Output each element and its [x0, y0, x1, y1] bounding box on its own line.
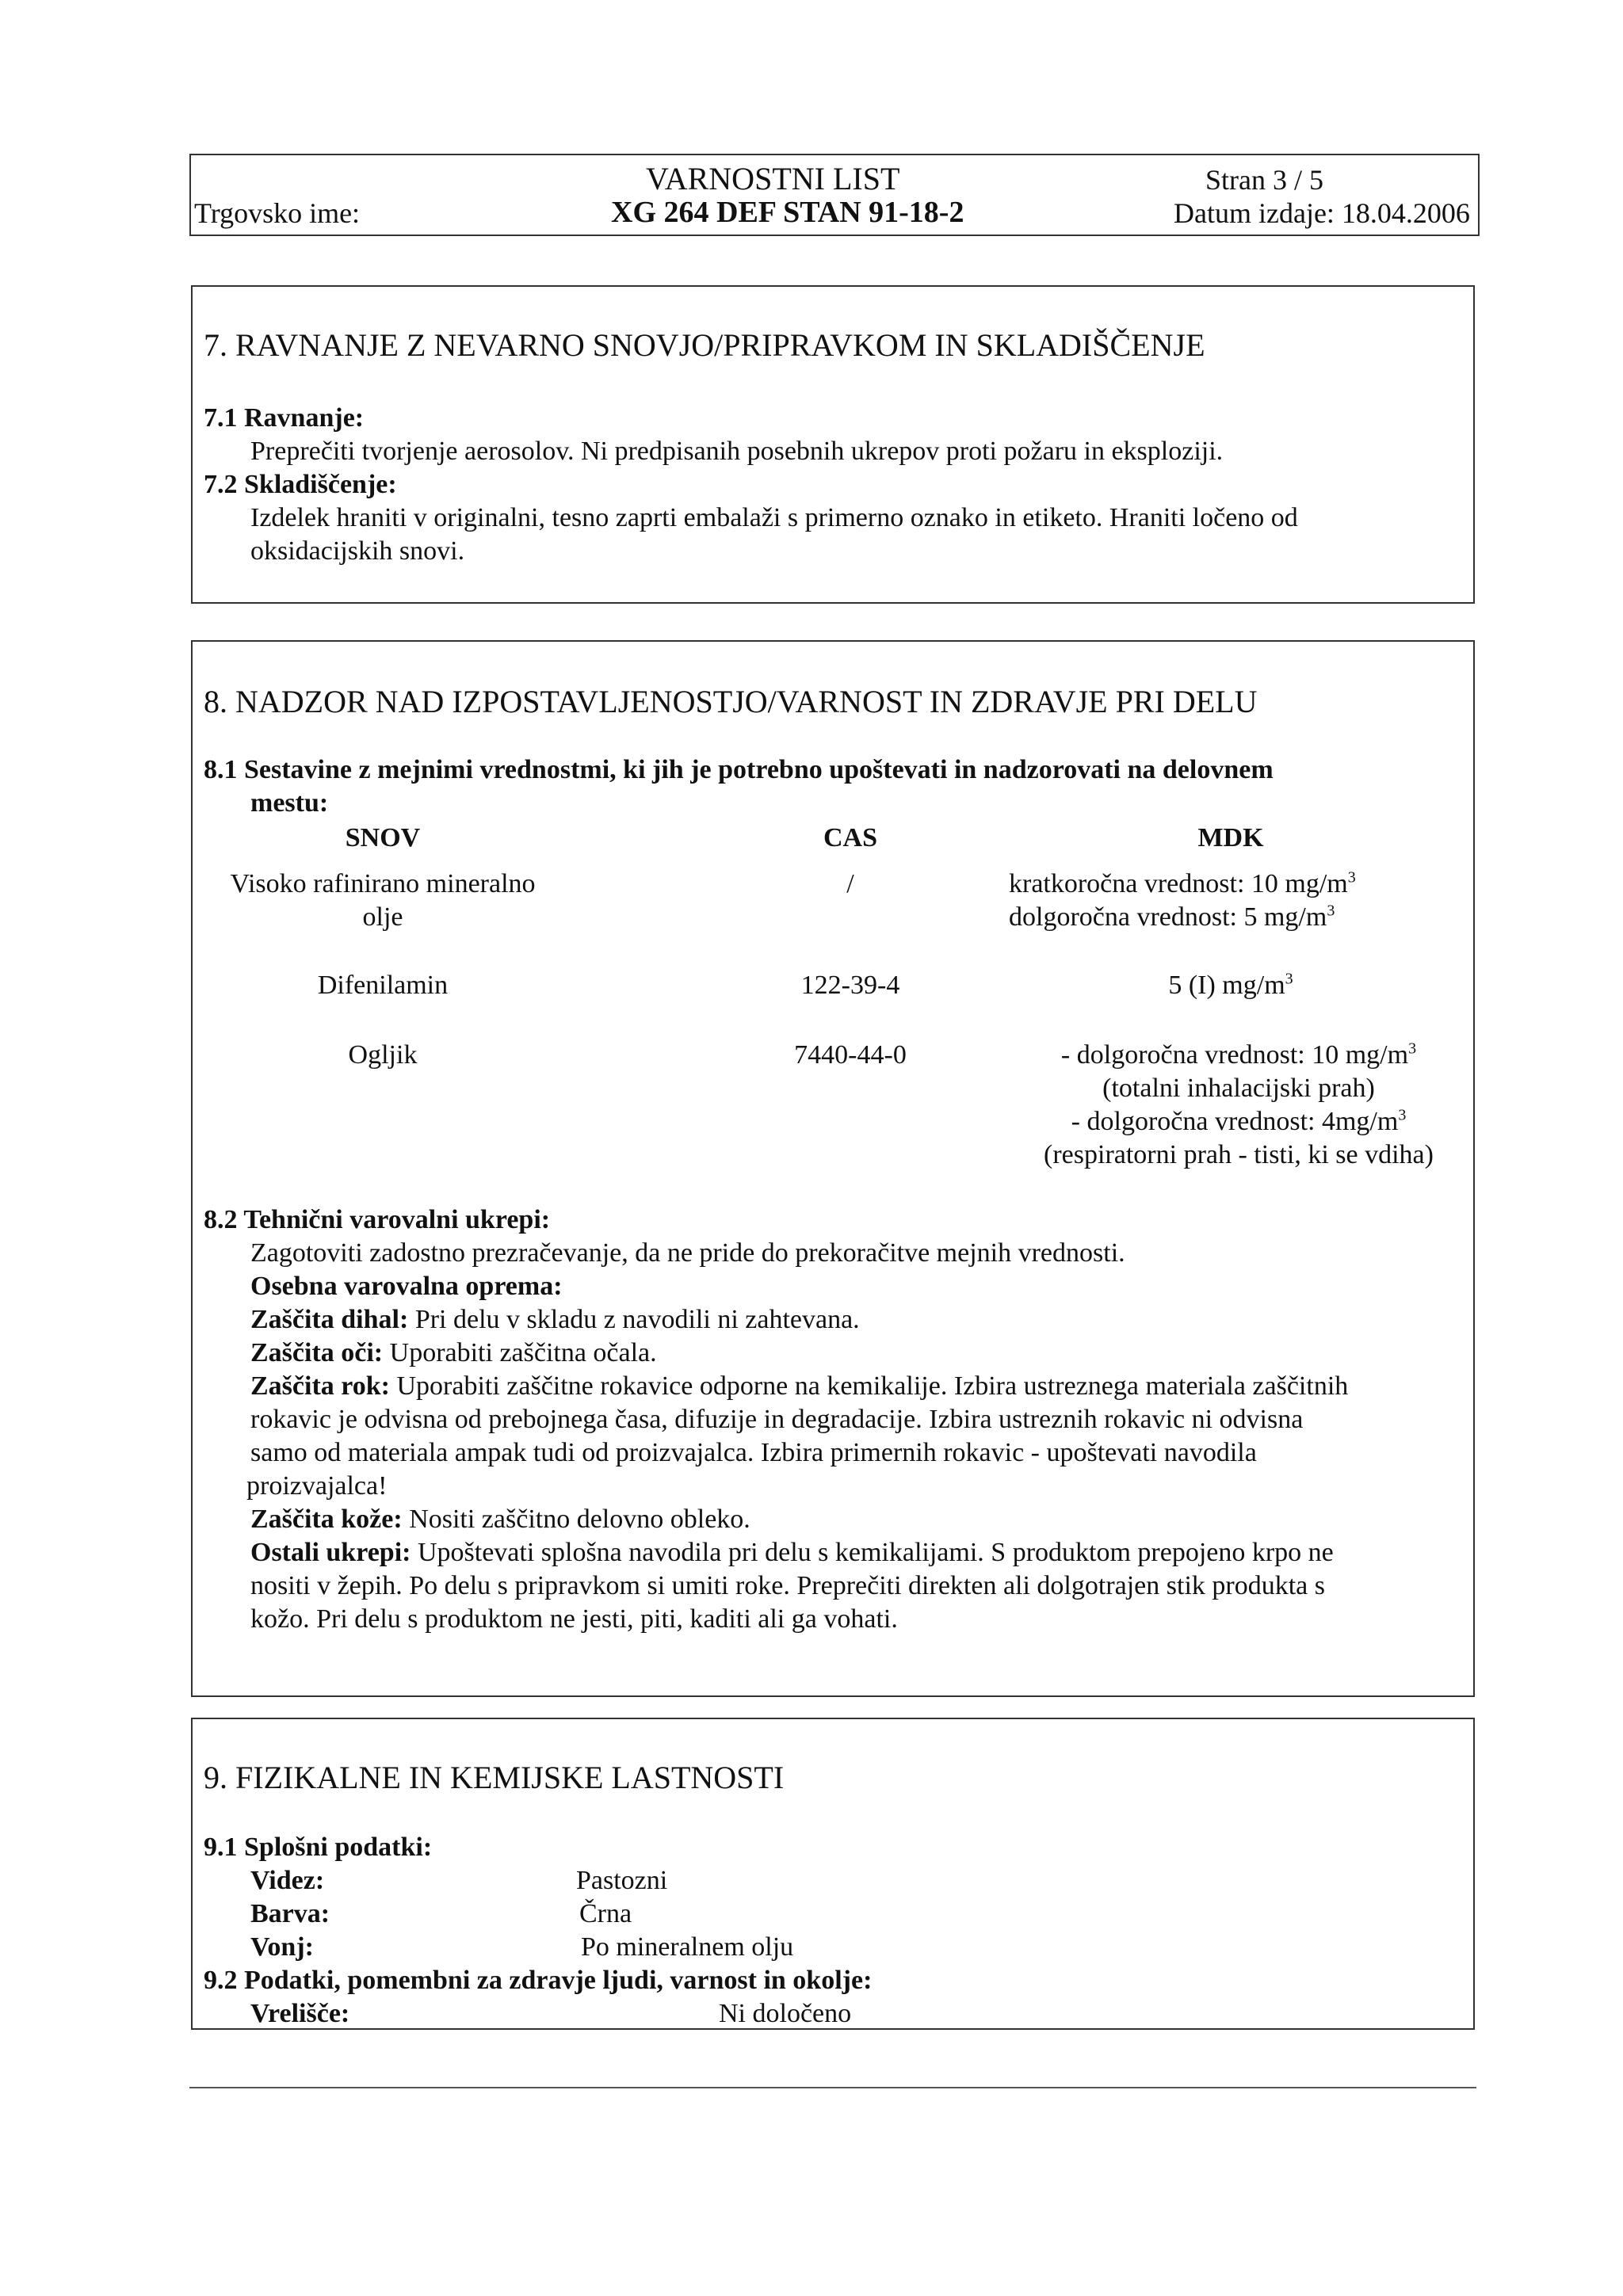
section-8-1-heading: 8.1 Sestavine z mejnimi vrednostmi, ki jih je potrebno upoštevati in nadzorovati na delovnem	[204, 755, 1274, 784]
column-header-mdk: MDK	[1197, 823, 1264, 852]
section-7-1-text: Preprečiti tvorjenje aerosolov. Ni predpisanih posebnih ukrepov proti požaru in eksploziji.	[250, 437, 1224, 466]
hand-protection-cont: rokavic je odvisna od prebojnega časa, difuzije in degradacije. Izbira ustreznih rokavic ni odvisna	[250, 1405, 1304, 1434]
color-label: Barva:	[250, 1899, 330, 1928]
section-7	[191, 285, 1475, 604]
boiling-point-label: Vrelišče:	[250, 1999, 350, 2028]
hand-protection-cont: samo od materiala ampak tudi od proizvajalca. Izbira primernih rokavic - upoštevati navodila	[250, 1438, 1257, 1467]
section-8-title: 8. NADZOR NAD IZPOSTAVLJENOSTJO/VARNOST IN ZDRAVJE PRI DELU	[204, 684, 1258, 719]
other-measures-cont: nositi v žepih. Po delu s pripravkom si umiti roke. Preprečiti direkten ali dolgotrajen stik produkta s	[250, 1571, 1325, 1600]
section-8-2-text: Zagotoviti zadostno prezračevanje, da ne pride do prekoračitve mejnih vrednosti.	[250, 1238, 1125, 1268]
section-7-2-line: oksidacijskih snovi.	[250, 536, 465, 566]
section-8	[191, 640, 1475, 1697]
table-cell-snov: Visoko rafinirano mineralno	[230, 869, 536, 898]
section-9-title: 9. FIZIKALNE IN KEMIJSKE LASTNOSTI	[204, 1760, 785, 1795]
table-cell-mdk: - dolgoročna vrednost: 10 $mg/m^3$	[1060, 1039, 1417, 1070]
product-name: XG 264 DEF STAN 91-18-2	[611, 196, 964, 229]
section-9-2-heading: 9.2 Podatki, pomembni za zdravje ljudi, varnost in okolje:	[204, 1966, 873, 1995]
section-8-1-heading-cont: mestu:	[250, 788, 329, 818]
table-cell-snov: Difenilamin	[317, 971, 449, 1000]
section-7-1-heading: 7.1 Ravnanje:	[204, 403, 365, 433]
doc-type-title: VARNOSTNI LIST	[646, 161, 900, 196]
section-7-2-heading: 7.2 Skladiščenje:	[204, 470, 397, 499]
boiling-point-value: Ni določeno	[719, 1999, 852, 2028]
table-cell-snov: Ogljik	[348, 1040, 418, 1070]
respiratory-protection: Zaščita dihal: Pri delu v skladu z navodili ni zahtevana.	[250, 1305, 860, 1334]
hand-protection-cont: proizvajalca!	[246, 1471, 388, 1501]
appearance-label: Videz:	[250, 1866, 325, 1895]
table-cell-mdk: (totalni inhalacijski prah)	[1102, 1074, 1375, 1103]
ppe-heading: Osebna varovalna oprema:	[250, 1272, 563, 1301]
odor-value: Po mineralnem olju	[581, 1932, 794, 1962]
table-cell-mdk: (respiratorni prah - tisti, ki se vdiha)	[1044, 1140, 1434, 1169]
section-7-2-line: Izdelek hraniti v originalni, tesno zaprti embalaži s primerno oznako in etiketo. Hraniti ločeno od	[250, 503, 1298, 532]
issue-date: Datum izdaje: 18.04.2006	[1174, 197, 1470, 229]
footer-divider	[189, 2087, 1476, 2088]
section-8-2-heading: 8.2 Tehnični varovalni ukrepi:	[204, 1205, 551, 1234]
section-9	[191, 1718, 1475, 2030]
table-cell-mdk: kratkoročna vrednost: 10 $mg/m^3$	[1009, 868, 1356, 898]
eye-protection: Zaščita oči: Uporabiti zaščitna očala.	[250, 1338, 657, 1367]
table-cell-cas: 7440-44-0	[794, 1040, 907, 1070]
document-header	[189, 154, 1480, 236]
column-header-snov: SNOV	[345, 823, 421, 852]
section-7-title: 7. RAVNANJE Z NEVARNO SNOVJO/PRIPRAVKOM IN SKLADIŠČENJE	[204, 327, 1205, 363]
other-measures: Ostali ukrepi: Upoštevati splošna navodila pri delu s kemikalijami. S produktom prepojeno krpo ne	[250, 1538, 1334, 1567]
table-cell-snov: olje	[362, 902, 403, 932]
other-measures-cont: kožo. Pri delu s produktom ne jesti, piti, kaditi ali ga vohati.	[250, 1604, 898, 1634]
hand-protection: Zaščita rok: Uporabiti zaščitne rokavice odporne na kemikalije. Izbira ustreznega materiala zaščitnih	[250, 1371, 1349, 1401]
table-cell-mdk: dolgoročna vrednost: 5 $mg/m^3$	[1009, 902, 1335, 932]
page-number: Stran 3 / 5	[1205, 164, 1323, 196]
section-9-1-heading: 9.1 Splošni podatki:	[204, 1833, 433, 1862]
odor-label: Vonj:	[250, 1932, 314, 1962]
table-cell-mdk: 5 (I) $mg/m^3$	[1168, 970, 1293, 1000]
column-header-cas: CAS	[823, 823, 878, 852]
table-cell-cas: 122-39-4	[800, 971, 900, 1000]
table-cell-cas: /	[846, 869, 854, 898]
appearance-value: Pastozni	[576, 1866, 668, 1895]
color-value: Črna	[579, 1899, 632, 1928]
table-cell-mdk: - dolgoročna vrednost: $4mg/m^3$	[1071, 1106, 1407, 1136]
trade-name-label: Trgovsko ime:	[194, 197, 361, 229]
skin-protection: Zaščita kože: Nositi zaščitno delovno obleko.	[250, 1505, 750, 1534]
